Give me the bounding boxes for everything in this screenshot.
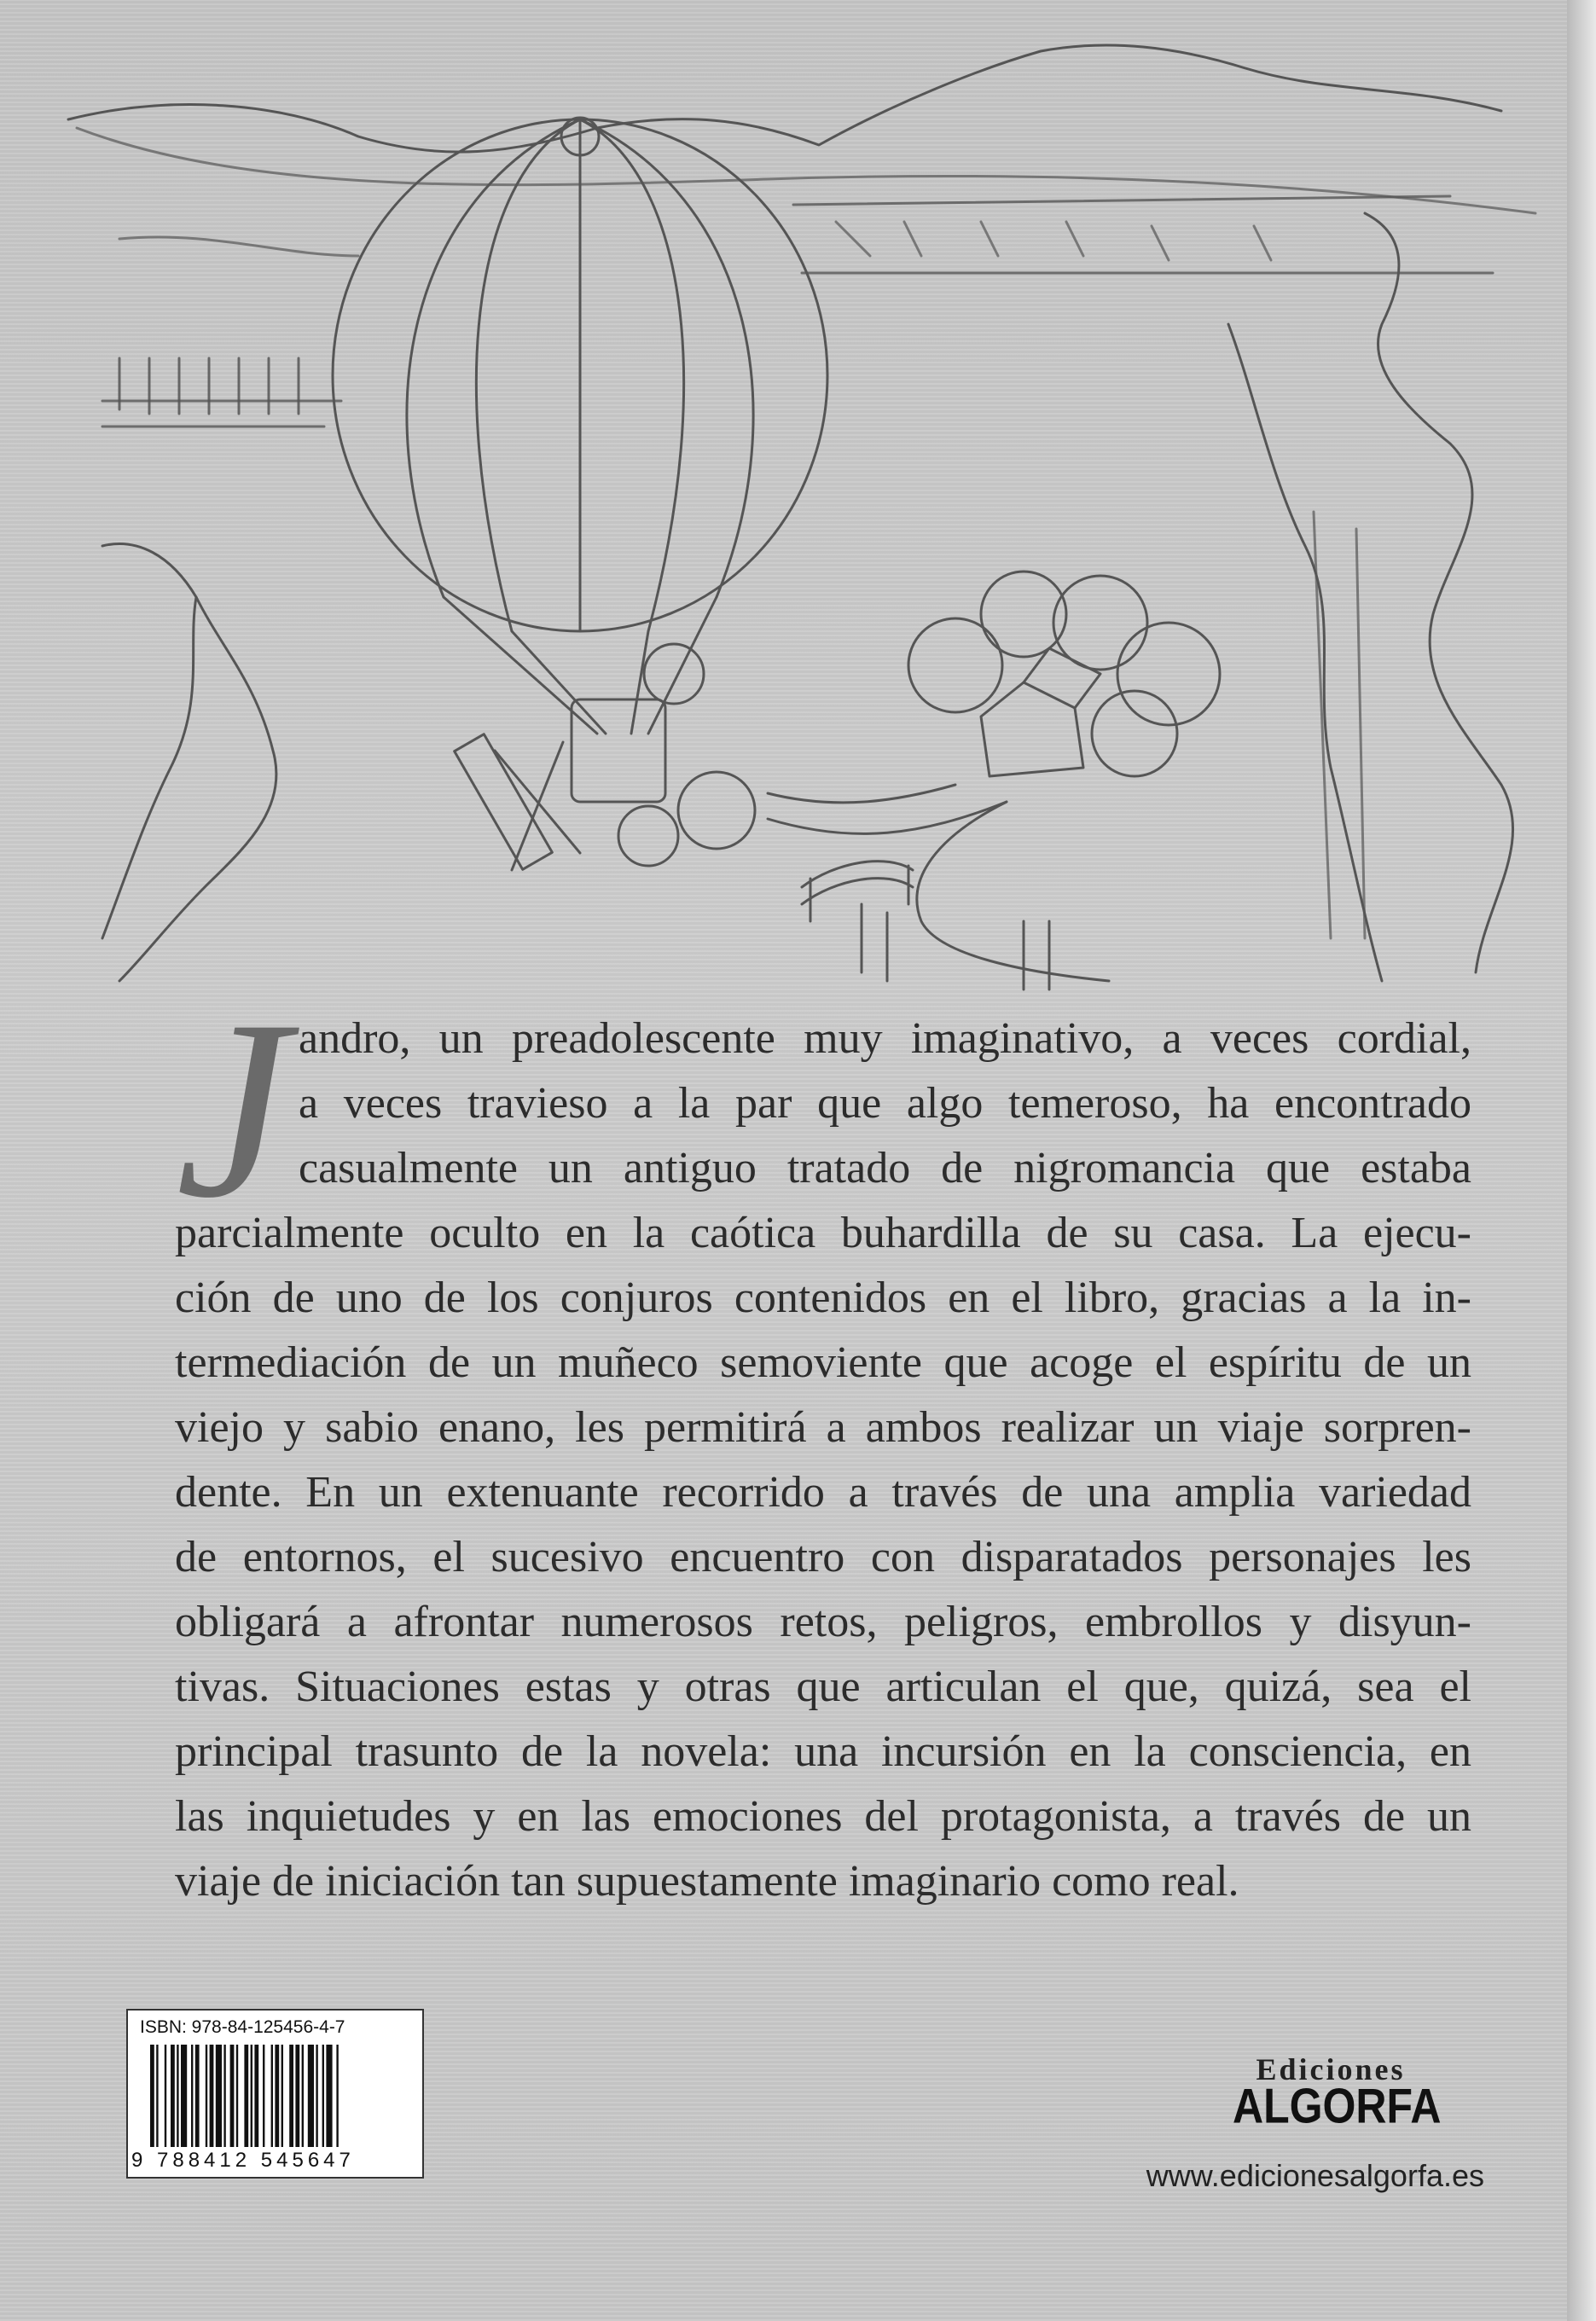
isbn-label: ISBN: 978-84-125456-4-7 xyxy=(140,2017,345,2037)
barcode-bar xyxy=(244,2045,248,2147)
synopsis-line: las inquietudes y en las emociones del protagonista, a través de un xyxy=(175,1792,1471,1841)
barcode-bar xyxy=(156,2045,158,2147)
balloon-landscape-illustration xyxy=(0,0,1596,1024)
barcode-bar xyxy=(230,2045,235,2147)
barcode-bar xyxy=(302,2045,304,2147)
barcode-bar xyxy=(289,2045,293,2147)
drop-cap-letter: J xyxy=(176,967,290,1250)
barcode-bar xyxy=(308,2045,314,2147)
barcode-bar xyxy=(336,2045,338,2147)
synopsis-line: tivas. Situaciones estas y otras que articulan el que, quizá, sea el xyxy=(175,1662,1471,1711)
synopsis-line: principal trasunto de la novela: una incursión en la consciencia, en xyxy=(175,1727,1471,1776)
barcode-bar xyxy=(322,2045,324,2147)
synopsis-line: ción de uno de los conjuros contenidos en el libro, gracias a la in- xyxy=(175,1274,1471,1322)
synopsis-line: parcialmente oculto en la caótica buhardilla de su casa. La ejecu- xyxy=(175,1209,1471,1257)
barcode-bar xyxy=(236,2045,238,2147)
synopsis-line: de entornos, el sucesivo encuentro con disparatados personajes les xyxy=(175,1533,1471,1581)
barcode-bar xyxy=(216,2045,222,2147)
barcode-digits: 9 788412 545647 xyxy=(131,2149,355,2172)
barcode-bar xyxy=(206,2045,207,2147)
synopsis-line: a veces travieso a la par que algo temeroso, ha encontrado xyxy=(299,1079,1471,1128)
synopsis-paragraph xyxy=(175,1007,1471,1914)
barcode-bar xyxy=(150,2045,154,2147)
barcode-bar xyxy=(223,2045,225,2147)
barcode-bar xyxy=(181,2045,187,2147)
barcode-bar xyxy=(171,2045,175,2147)
publisher-website: www.edicionesalgorfa.es xyxy=(1146,2158,1484,2193)
synopsis-line: andro, un preadolescente muy imaginativo, a veces cordial, xyxy=(299,1014,1471,1063)
page-edge xyxy=(1567,0,1596,2321)
publisher-logo-name: ALGORFA xyxy=(1233,2078,1442,2134)
barcode-bar xyxy=(326,2045,332,2147)
synopsis-line: viaje de iniciación tan supuestamente imaginario como real. xyxy=(175,1857,1239,1906)
barcode-bar xyxy=(271,2045,273,2147)
barcode-bar xyxy=(251,2045,252,2147)
synopsis-line: dente. En un extenuante recorrido a través de una amplia variedad xyxy=(175,1468,1471,1517)
barcode-bar xyxy=(177,2045,178,2147)
barcode-bar xyxy=(316,2045,317,2147)
barcode-bar xyxy=(254,2045,258,2147)
barcode-bar xyxy=(263,2045,264,2147)
barcode-bar xyxy=(295,2045,299,2147)
barcode-bars xyxy=(150,2045,406,2147)
synopsis-line: obligará a afrontar numerosos retos, peligros, embrollos y disyun- xyxy=(175,1598,1471,1646)
synopsis-line: casualmente un antiguo tratado de nigromancia que estaba xyxy=(299,1144,1471,1192)
barcode-bar xyxy=(210,2045,214,2147)
isbn-barcode xyxy=(126,2009,424,2179)
barcode-bar xyxy=(165,2045,166,2147)
barcode-bar xyxy=(275,2045,279,2147)
barcode-bar xyxy=(281,2045,283,2147)
synopsis-line: viejo y sabio enano, les permitirá a ambos realizar un viaje sorpren- xyxy=(175,1403,1471,1452)
synopsis-line: termediación de un muñeco semoviente que acoge el espíritu de un xyxy=(175,1338,1471,1387)
publisher-logo-top: Ediciones xyxy=(1256,2052,1406,2086)
barcode-bar xyxy=(195,2045,200,2147)
barcode-bar xyxy=(191,2045,193,2147)
